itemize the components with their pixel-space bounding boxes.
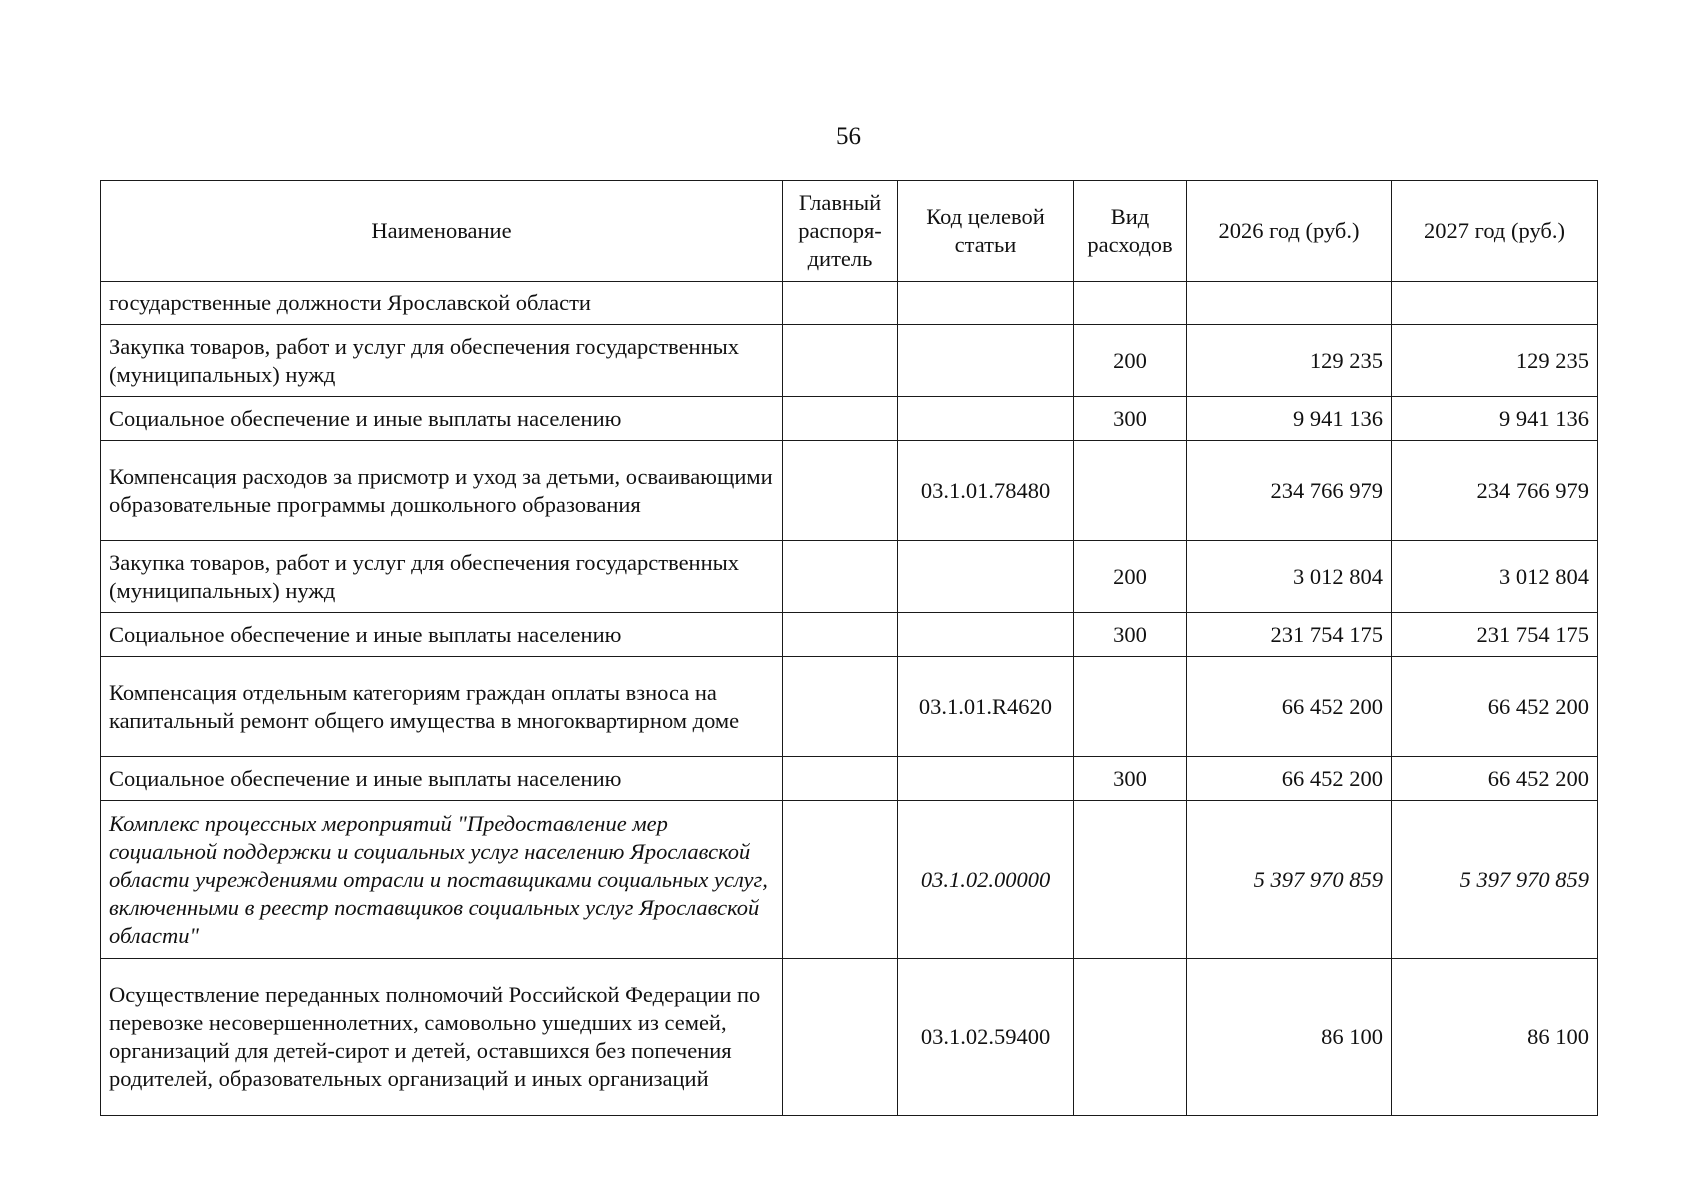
cell-expense-type	[1074, 282, 1187, 325]
cell-expense-type	[1074, 801, 1187, 959]
header-main-manager: Главный распоря-дитель	[783, 181, 898, 282]
cell-year-2027: 3 012 804	[1392, 541, 1598, 613]
table-row	[101, 441, 1598, 541]
cell-target-code: 03.1.02.00000	[898, 801, 1074, 959]
cell-year-2027	[1392, 282, 1598, 325]
cell-expense-type	[1074, 441, 1187, 541]
cell-year-2027: 66 452 200	[1392, 757, 1598, 801]
cell-name: государственные должности Ярославской области	[101, 282, 783, 325]
table-row	[101, 959, 1598, 1116]
cell-year-2026: 231 754 175	[1187, 613, 1392, 657]
cell-target-code	[898, 613, 1074, 657]
header-year-2026: 2026 год (руб.)	[1187, 181, 1392, 282]
cell-year-2026: 234 766 979	[1187, 441, 1392, 541]
table-row	[101, 282, 1598, 325]
table-row	[101, 541, 1598, 613]
cell-expense-type: 300	[1074, 397, 1187, 441]
cell-year-2026: 129 235	[1187, 325, 1392, 397]
cell-target-code	[898, 757, 1074, 801]
cell-year-2026: 86 100	[1187, 959, 1392, 1116]
cell-main-manager	[783, 757, 898, 801]
cell-year-2026: 5 397 970 859	[1187, 801, 1392, 959]
cell-main-manager	[783, 657, 898, 757]
cell-year-2026: 9 941 136	[1187, 397, 1392, 441]
cell-main-manager	[783, 959, 898, 1116]
cell-main-manager	[783, 397, 898, 441]
cell-name: Социальное обеспечение и иные выплаты населению	[101, 613, 783, 657]
table-header-row	[101, 181, 1598, 282]
table-row	[101, 757, 1598, 801]
cell-main-manager	[783, 541, 898, 613]
cell-year-2027: 66 452 200	[1392, 657, 1598, 757]
cell-expense-type: 300	[1074, 757, 1187, 801]
cell-year-2026	[1187, 282, 1392, 325]
cell-year-2027: 231 754 175	[1392, 613, 1598, 657]
table-row	[101, 613, 1598, 657]
cell-name: Закупка товаров, работ и услуг для обеспечения государственных (муниципальных) нужд	[101, 325, 783, 397]
cell-expense-type	[1074, 959, 1187, 1116]
cell-year-2027: 129 235	[1392, 325, 1598, 397]
cell-target-code: 03.1.01.78480	[898, 441, 1074, 541]
cell-expense-type	[1074, 657, 1187, 757]
cell-year-2027: 234 766 979	[1392, 441, 1598, 541]
cell-target-code: 03.1.02.59400	[898, 959, 1074, 1116]
cell-name: Социальное обеспечение и иные выплаты населению	[101, 397, 783, 441]
cell-target-code	[898, 325, 1074, 397]
table-row	[101, 657, 1598, 757]
cell-name: Компенсация расходов за присмотр и уход за детьми, осваивающими образовательные программы дошкольного образования	[101, 441, 783, 541]
cell-year-2026: 66 452 200	[1187, 657, 1392, 757]
cell-name: Закупка товаров, работ и услуг для обеспечения государственных (муниципальных) нужд	[101, 541, 783, 613]
cell-target-code	[898, 397, 1074, 441]
cell-year-2027: 5 397 970 859	[1392, 801, 1598, 959]
cell-main-manager	[783, 613, 898, 657]
table-row	[101, 801, 1598, 959]
cell-target-code	[898, 541, 1074, 613]
cell-main-manager	[783, 441, 898, 541]
cell-name: Компенсация отдельным категориям граждан оплаты взноса на капитальный ремонт общего имущества в многоквартирном доме	[101, 657, 783, 757]
budget-table	[100, 180, 1598, 1116]
cell-year-2026: 3 012 804	[1187, 541, 1392, 613]
table-row	[101, 325, 1598, 397]
cell-main-manager	[783, 282, 898, 325]
cell-name: Комплекс процессных мероприятий "Предоставление мер социальной поддержки и социальных услуг населению Ярославской области учреждениями отрасли и поставщиками социальных услуг, включенными в реестр поставщиков социальных услуг Ярославской области"	[101, 801, 783, 959]
header-name: Наименование	[101, 181, 783, 282]
page-number: 56	[836, 123, 861, 150]
table-row	[101, 397, 1598, 441]
cell-expense-type: 200	[1074, 541, 1187, 613]
cell-expense-type: 200	[1074, 325, 1187, 397]
cell-target-code	[898, 282, 1074, 325]
cell-main-manager	[783, 801, 898, 959]
header-year-2027: 2027 год (руб.)	[1392, 181, 1598, 282]
cell-year-2027: 86 100	[1392, 959, 1598, 1116]
cell-year-2027: 9 941 136	[1392, 397, 1598, 441]
cell-expense-type: 300	[1074, 613, 1187, 657]
cell-year-2026: 66 452 200	[1187, 757, 1392, 801]
cell-main-manager	[783, 325, 898, 397]
cell-target-code: 03.1.01.R4620	[898, 657, 1074, 757]
header-target-code: Код целевой статьи	[898, 181, 1074, 282]
cell-name: Социальное обеспечение и иные выплаты населению	[101, 757, 783, 801]
cell-name: Осуществление переданных полномочий Российской Федерации по перевозке несовершеннолетних, самовольно ушедших из семей, организаций для детей-сирот и детей, оставшихся без попечения родителей, образовательных организаций и иных организаций	[101, 959, 783, 1116]
header-expense-type: Вид расходов	[1074, 181, 1187, 282]
